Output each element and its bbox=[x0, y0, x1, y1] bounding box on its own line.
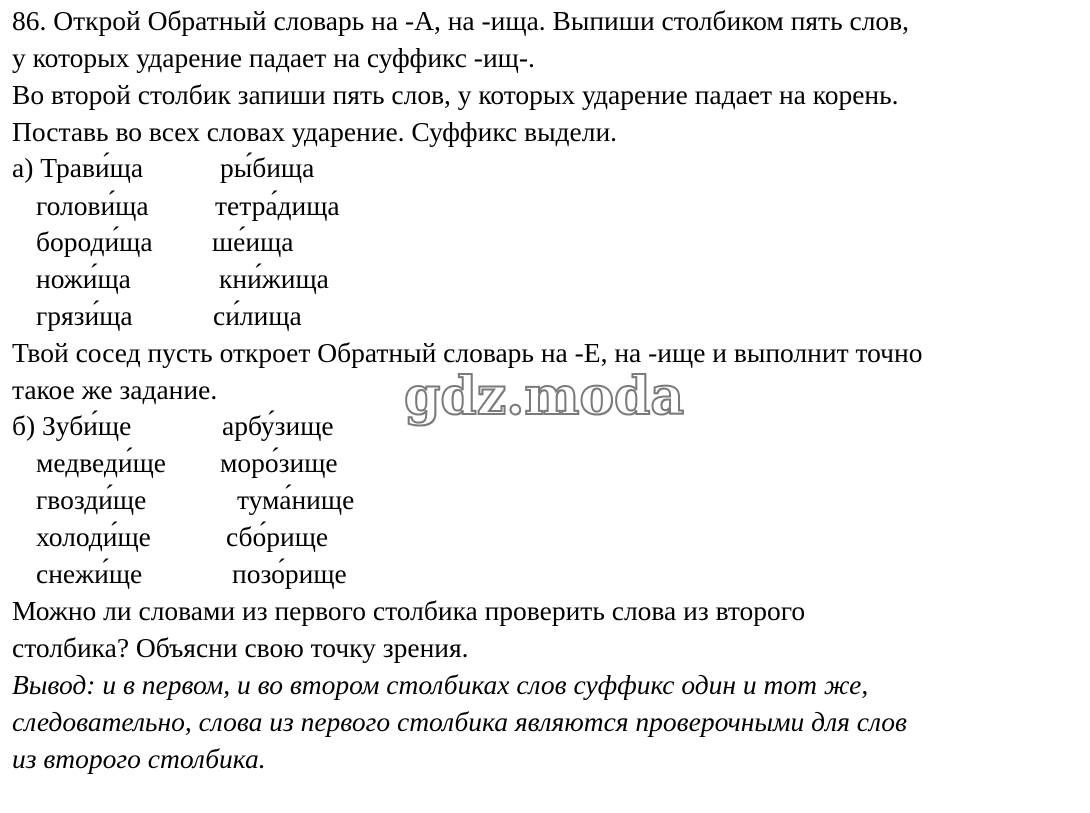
section-a-left-word: голови́ща bbox=[36, 190, 149, 221]
section-b-right-word: арбу́зище bbox=[222, 410, 334, 441]
neighbor-line-2: такое же задание. bbox=[12, 374, 218, 405]
question-line-2: столбика? Объясни свою точку зрения. bbox=[12, 632, 469, 663]
section-b-left-word: холоди́ще bbox=[36, 521, 151, 552]
section-b-right-word: моро́зище bbox=[220, 447, 338, 478]
section-b-right-word: тума́нище bbox=[237, 484, 355, 515]
conclusion-line-3: из второго столбика. bbox=[12, 743, 266, 774]
section-a-right-word: ше́ища bbox=[212, 226, 294, 257]
task-line-4: Поставь во всех словах ударение. Суффикс выдели. bbox=[12, 116, 618, 147]
conclusion-line-1: Вывод: и в первом, и во втором столбиках слов суффикс один и тот же, bbox=[12, 669, 869, 700]
question-line-1: Можно ли словами из первого столбика проверить слова из второго bbox=[12, 595, 806, 626]
task-line-1: 86. Открой Обратный словарь на -А, на -ища. Выпиши столбиком пять слов, bbox=[12, 5, 910, 36]
task-line-2: у которых ударение падает на суффикс -ищ-. bbox=[12, 42, 535, 73]
section-b-right-word: позо́рище bbox=[232, 558, 347, 589]
section-a-left-word: а) Трави́ща bbox=[12, 152, 144, 183]
section-b-right-word: сбо́рище bbox=[226, 521, 329, 552]
section-b-left-word: снежи́ще bbox=[36, 558, 143, 589]
section-a-left-word: ножи́ща bbox=[36, 263, 131, 294]
section-a-right-word: тетра́дища bbox=[215, 190, 340, 221]
section-a-right-word: кни́жища bbox=[219, 263, 329, 294]
neighbor-line-1: Твой сосед пусть откроет Обратный словарь на -Е, на -ище и выполнит точно bbox=[12, 337, 923, 368]
section-b-left-word: гвозди́ще bbox=[36, 484, 147, 515]
section-a-left-word: бороди́ща bbox=[36, 226, 153, 257]
watermark-logo: gdz.moda bbox=[404, 366, 685, 427]
task-line-3: Во второй столбик запиши пять слов, у которых ударение падает на корень. bbox=[12, 79, 899, 110]
section-b-left-word: медведи́ще bbox=[36, 447, 166, 478]
section-a-right-word: ры́бища bbox=[220, 152, 315, 183]
section-a-right-word: си́лища bbox=[213, 300, 302, 331]
section-b-left-word: б) Зуби́ще bbox=[12, 410, 132, 441]
section-a-left-word: грязи́ща bbox=[36, 300, 133, 331]
conclusion-line-2: следовательно, слова из первого столбика являются проверочными для слов bbox=[12, 706, 907, 737]
